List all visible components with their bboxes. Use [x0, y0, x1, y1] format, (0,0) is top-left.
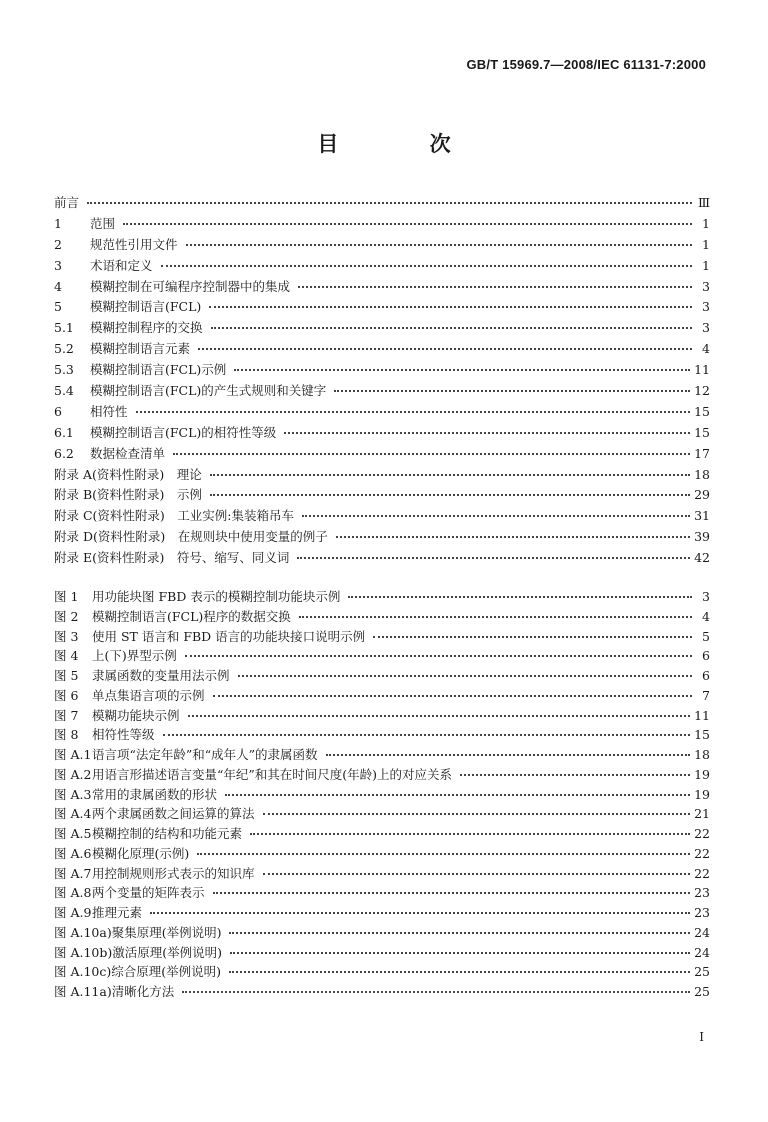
entry-title: 两个隶属函数之间运算的算法 [92, 806, 255, 822]
entry-page: 22 [694, 826, 710, 841]
figure-entry[interactable] [54, 923, 710, 943]
entry-title: 模糊控制语言(FCL)示例 [90, 362, 227, 378]
entry-title: 模糊化原理(示例) [92, 845, 190, 861]
entry-page: 7 [702, 687, 710, 703]
dot-leader [123, 215, 692, 225]
entry-number: 图 A.9 [54, 905, 92, 920]
entry-title: 语言项“法定年龄”和“成年人”的隶属函数 [92, 747, 318, 762]
dot-leader [209, 298, 692, 308]
entry-page: 42 [694, 550, 710, 566]
figure-entry[interactable] [54, 804, 710, 824]
entry-title: 附录 D(资料性附录) 在规则块中使用变量的例子 [54, 529, 328, 545]
entry-page: 23 [694, 885, 710, 901]
dot-leader [197, 845, 690, 855]
dot-leader [173, 445, 690, 455]
dot-leader [163, 726, 691, 736]
figure-entry[interactable] [54, 745, 710, 765]
entry-title: 清晰化方法 [111, 984, 175, 999]
dot-leader [210, 466, 690, 476]
toc-entry[interactable] [54, 423, 710, 444]
standard-number: GB/T 15969.7—2008/IEC 61131-7:2000 [466, 57, 706, 72]
figure-entry[interactable] [54, 824, 710, 844]
entry-page: 3 [702, 299, 710, 315]
dot-leader [213, 884, 691, 894]
dot-leader [150, 904, 690, 914]
entry-title: 附录 E(资料性附录) 符号、缩写、同义词 [54, 550, 290, 566]
entry-number: 图 A.10b) [54, 944, 113, 960]
figure-entry[interactable] [54, 982, 710, 1002]
toc-entry[interactable] [54, 214, 710, 235]
entry-number: 图 4 [54, 648, 79, 664]
entry-title: 单点集语言项的示例 [92, 687, 205, 703]
dot-leader [284, 424, 690, 434]
entry-page: 3 [702, 320, 710, 336]
entry-number: 图 7 [54, 707, 79, 723]
entry-number: 2 [54, 236, 62, 252]
figure-entry[interactable] [54, 706, 710, 726]
figure-entry[interactable] [54, 765, 710, 785]
entry-title: 相符性等级 [92, 727, 155, 743]
figure-entry[interactable] [54, 646, 710, 666]
dot-leader [238, 667, 692, 677]
entry-page: 24 [694, 944, 710, 960]
entry-number: 图 A.7 [54, 865, 92, 881]
entry-title: 附录 C(资料性附录) 工业实例:集装箱吊车 [54, 508, 295, 524]
entry-title: 模糊控制语言(FCL) [90, 299, 202, 315]
dot-leader [302, 507, 690, 517]
entry-page: 19 [694, 786, 710, 802]
entry-page: 18 [694, 466, 710, 482]
dot-leader [298, 278, 692, 288]
entry-number: 4 [54, 278, 62, 294]
dot-leader [336, 528, 690, 538]
entry-page: 6 [702, 668, 710, 683]
entry-title: 模糊控制的结构和功能元素 [92, 826, 243, 841]
entry-number: 图 A.1 [54, 747, 92, 762]
entry-page: 1 [702, 257, 710, 273]
dot-leader [334, 382, 690, 392]
toc-entry[interactable] [54, 402, 710, 423]
entry-title: 范围 [90, 215, 116, 231]
dot-leader [198, 340, 692, 350]
entry-title: 术语和定义 [90, 257, 153, 273]
entry-page: 22 [694, 845, 710, 861]
entry-title: 推理元素 [92, 905, 143, 920]
entry-page: 11 [694, 362, 710, 378]
entry-title: 模糊控制程序的交换 [90, 320, 203, 336]
toc-entry[interactable] [54, 277, 710, 298]
entry-number: 图 A.10c) [54, 964, 112, 980]
entry-number: 图 6 [54, 687, 79, 703]
dot-leader [229, 963, 690, 973]
entry-title: 两个变量的矩阵表示 [92, 885, 205, 901]
figure-entry[interactable] [54, 903, 710, 923]
entry-number: 图 8 [54, 727, 79, 743]
entry-page: Ⅲ [697, 195, 710, 210]
dot-leader [186, 236, 692, 246]
toc-entry[interactable] [54, 465, 710, 486]
entry-title: 模糊控制在可编程序控制器中的集成 [90, 278, 291, 294]
entry-title: 规范性引用文件 [90, 236, 178, 252]
entry-title: 模糊控制语言(FCL)程序的数据交换 [92, 608, 291, 624]
entry-number: 图 5 [54, 668, 79, 683]
entry-title: 模糊控制语言(FCL)的产生式规则和关键字 [90, 383, 327, 399]
figure-entry[interactable] [54, 627, 710, 647]
dot-leader [234, 361, 690, 371]
toc-entry[interactable] [54, 444, 710, 465]
entry-title: 用控制规则形式表示的知识库 [92, 865, 255, 881]
entry-number: 6.1 [54, 424, 74, 440]
dot-leader [225, 786, 690, 796]
entry-page: 24 [694, 924, 710, 940]
dot-leader [299, 608, 692, 618]
toc-entry[interactable] [54, 235, 710, 256]
entry-page: 19 [694, 766, 710, 782]
entry-page: 25 [694, 984, 710, 999]
entry-page: 29 [694, 487, 710, 503]
dot-leader [326, 746, 691, 756]
entry-page: 31 [694, 508, 710, 524]
entry-page: 17 [694, 445, 710, 461]
entry-number: 图 3 [54, 628, 79, 644]
entry-number: 5.4 [54, 383, 74, 399]
toc-entry[interactable] [54, 485, 710, 506]
entry-number: 3 [54, 257, 62, 273]
dot-leader [348, 588, 692, 598]
figure-entry[interactable] [54, 686, 710, 706]
entry-title: 聚集原理(举例说明) [111, 924, 222, 940]
entry-title: 用语言形描述语言变量“年纪”和其在时间尺度(年龄)上的对应关系 [92, 766, 453, 782]
toc-entry[interactable] [54, 548, 710, 569]
entry-page: 22 [694, 865, 710, 881]
entry-page: 1 [702, 236, 710, 252]
entry-page: 25 [694, 964, 710, 980]
figure-entry[interactable] [54, 587, 710, 607]
dot-leader [460, 766, 690, 776]
entry-page: 15 [694, 727, 710, 743]
entry-title: 隶属函数的变量用法示例 [92, 668, 230, 683]
entry-number: 5 [54, 299, 62, 315]
entry-title: 附录 B(资料性附录) 示例 [54, 487, 202, 503]
entry-title: 数据检查清单 [90, 445, 166, 461]
entry-page: 1 [702, 215, 710, 231]
entry-page: 6 [702, 648, 710, 664]
figure-entry[interactable] [54, 785, 710, 805]
entry-title: 模糊控制语言元素 [90, 341, 191, 357]
figure-entry[interactable] [54, 725, 710, 745]
toc-entry[interactable] [54, 506, 710, 527]
figure-entry[interactable] [54, 883, 710, 903]
entry-number: 图 1 [54, 589, 79, 604]
toc-entry[interactable] [54, 256, 710, 277]
entry-title: 综合原理(举例说明) [111, 964, 222, 980]
dot-leader [229, 924, 690, 934]
toc-entry[interactable] [54, 297, 710, 318]
page-title: 目 次 [317, 132, 493, 156]
entry-number: 图 2 [54, 608, 79, 624]
figure-entry[interactable] [54, 844, 710, 864]
entry-title: 激活原理(举例说明) [112, 944, 223, 960]
entry-page: 12 [694, 383, 710, 399]
entry-number: 图 A.3 [54, 786, 92, 802]
dot-leader [185, 647, 692, 657]
entry-page: 18 [694, 747, 710, 762]
entry-number: 图 A.10a) [54, 924, 112, 940]
entry-page: 11 [694, 707, 710, 723]
toc-entry[interactable] [54, 360, 710, 381]
toc-entry[interactable] [54, 193, 710, 214]
toc-entry[interactable] [54, 318, 710, 339]
dot-leader [373, 628, 692, 638]
dot-leader [161, 257, 692, 267]
entry-page: 15 [694, 403, 710, 419]
entry-number: 6 [54, 403, 62, 419]
entry-title: 上(下)界型示例 [92, 648, 177, 664]
entry-title: 用功能块图 FBD 表示的模糊控制功能块示例 [92, 589, 341, 604]
dot-leader [211, 319, 692, 329]
dot-leader [210, 486, 690, 496]
entry-page: 15 [694, 424, 710, 440]
entry-title: 使用 ST 语言和 FBD 语言的功能块接口说明示例 [92, 628, 366, 644]
dot-leader [297, 549, 690, 559]
entry-number: 图 A.4 [54, 806, 92, 822]
entry-number: 1 [54, 215, 62, 231]
entry-page: 5 [702, 628, 710, 644]
dot-leader [213, 687, 692, 697]
entry-number: 图 A.2 [54, 766, 92, 782]
figure-entry[interactable] [54, 607, 710, 627]
figure-entry[interactable] [54, 666, 710, 686]
entry-page: 39 [694, 529, 710, 545]
figure-entry[interactable] [54, 864, 710, 884]
dot-leader [250, 825, 690, 835]
entry-title: 常用的隶属函数的形状 [92, 786, 218, 802]
dot-leader [182, 983, 690, 993]
entry-title: 前言 [54, 195, 80, 210]
figure-entry[interactable] [54, 962, 710, 982]
entry-number: 图 A.5 [54, 826, 92, 841]
dot-leader [188, 707, 691, 717]
entry-page: 21 [694, 806, 710, 822]
dot-leader [136, 403, 691, 413]
entry-number: 6.2 [54, 445, 74, 461]
entry-page: 4 [702, 341, 710, 357]
toc-entry[interactable] [54, 339, 710, 360]
entry-title: 附录 A(资料性附录) 理论 [54, 466, 202, 482]
dot-leader [230, 944, 690, 954]
entry-number: 图 A.8 [54, 885, 92, 901]
page-number: I [699, 1030, 704, 1044]
entry-number: 5.2 [54, 341, 74, 357]
table-of-contents [54, 193, 710, 569]
dot-leader [87, 194, 692, 204]
entry-page: 3 [702, 589, 710, 604]
figure-entry[interactable] [54, 943, 710, 963]
entry-title: 模糊控制语言(FCL)的相符性等级 [90, 424, 277, 440]
entry-number: 图 A.6 [54, 845, 92, 861]
dot-leader [263, 865, 691, 875]
entry-title: 模糊功能块示例 [92, 707, 180, 723]
entry-title: 相符性 [90, 403, 128, 419]
entry-page: 4 [702, 608, 710, 624]
toc-entry[interactable] [54, 527, 710, 548]
entry-number: 5.1 [54, 320, 74, 336]
toc-entry[interactable] [54, 381, 710, 402]
entry-page: 3 [702, 278, 710, 294]
dot-leader [263, 805, 691, 815]
list-of-figures [54, 587, 710, 1002]
entry-page: 23 [694, 905, 710, 920]
entry-number: 5.3 [54, 362, 74, 378]
entry-number: 图 A.11a) [54, 984, 112, 999]
